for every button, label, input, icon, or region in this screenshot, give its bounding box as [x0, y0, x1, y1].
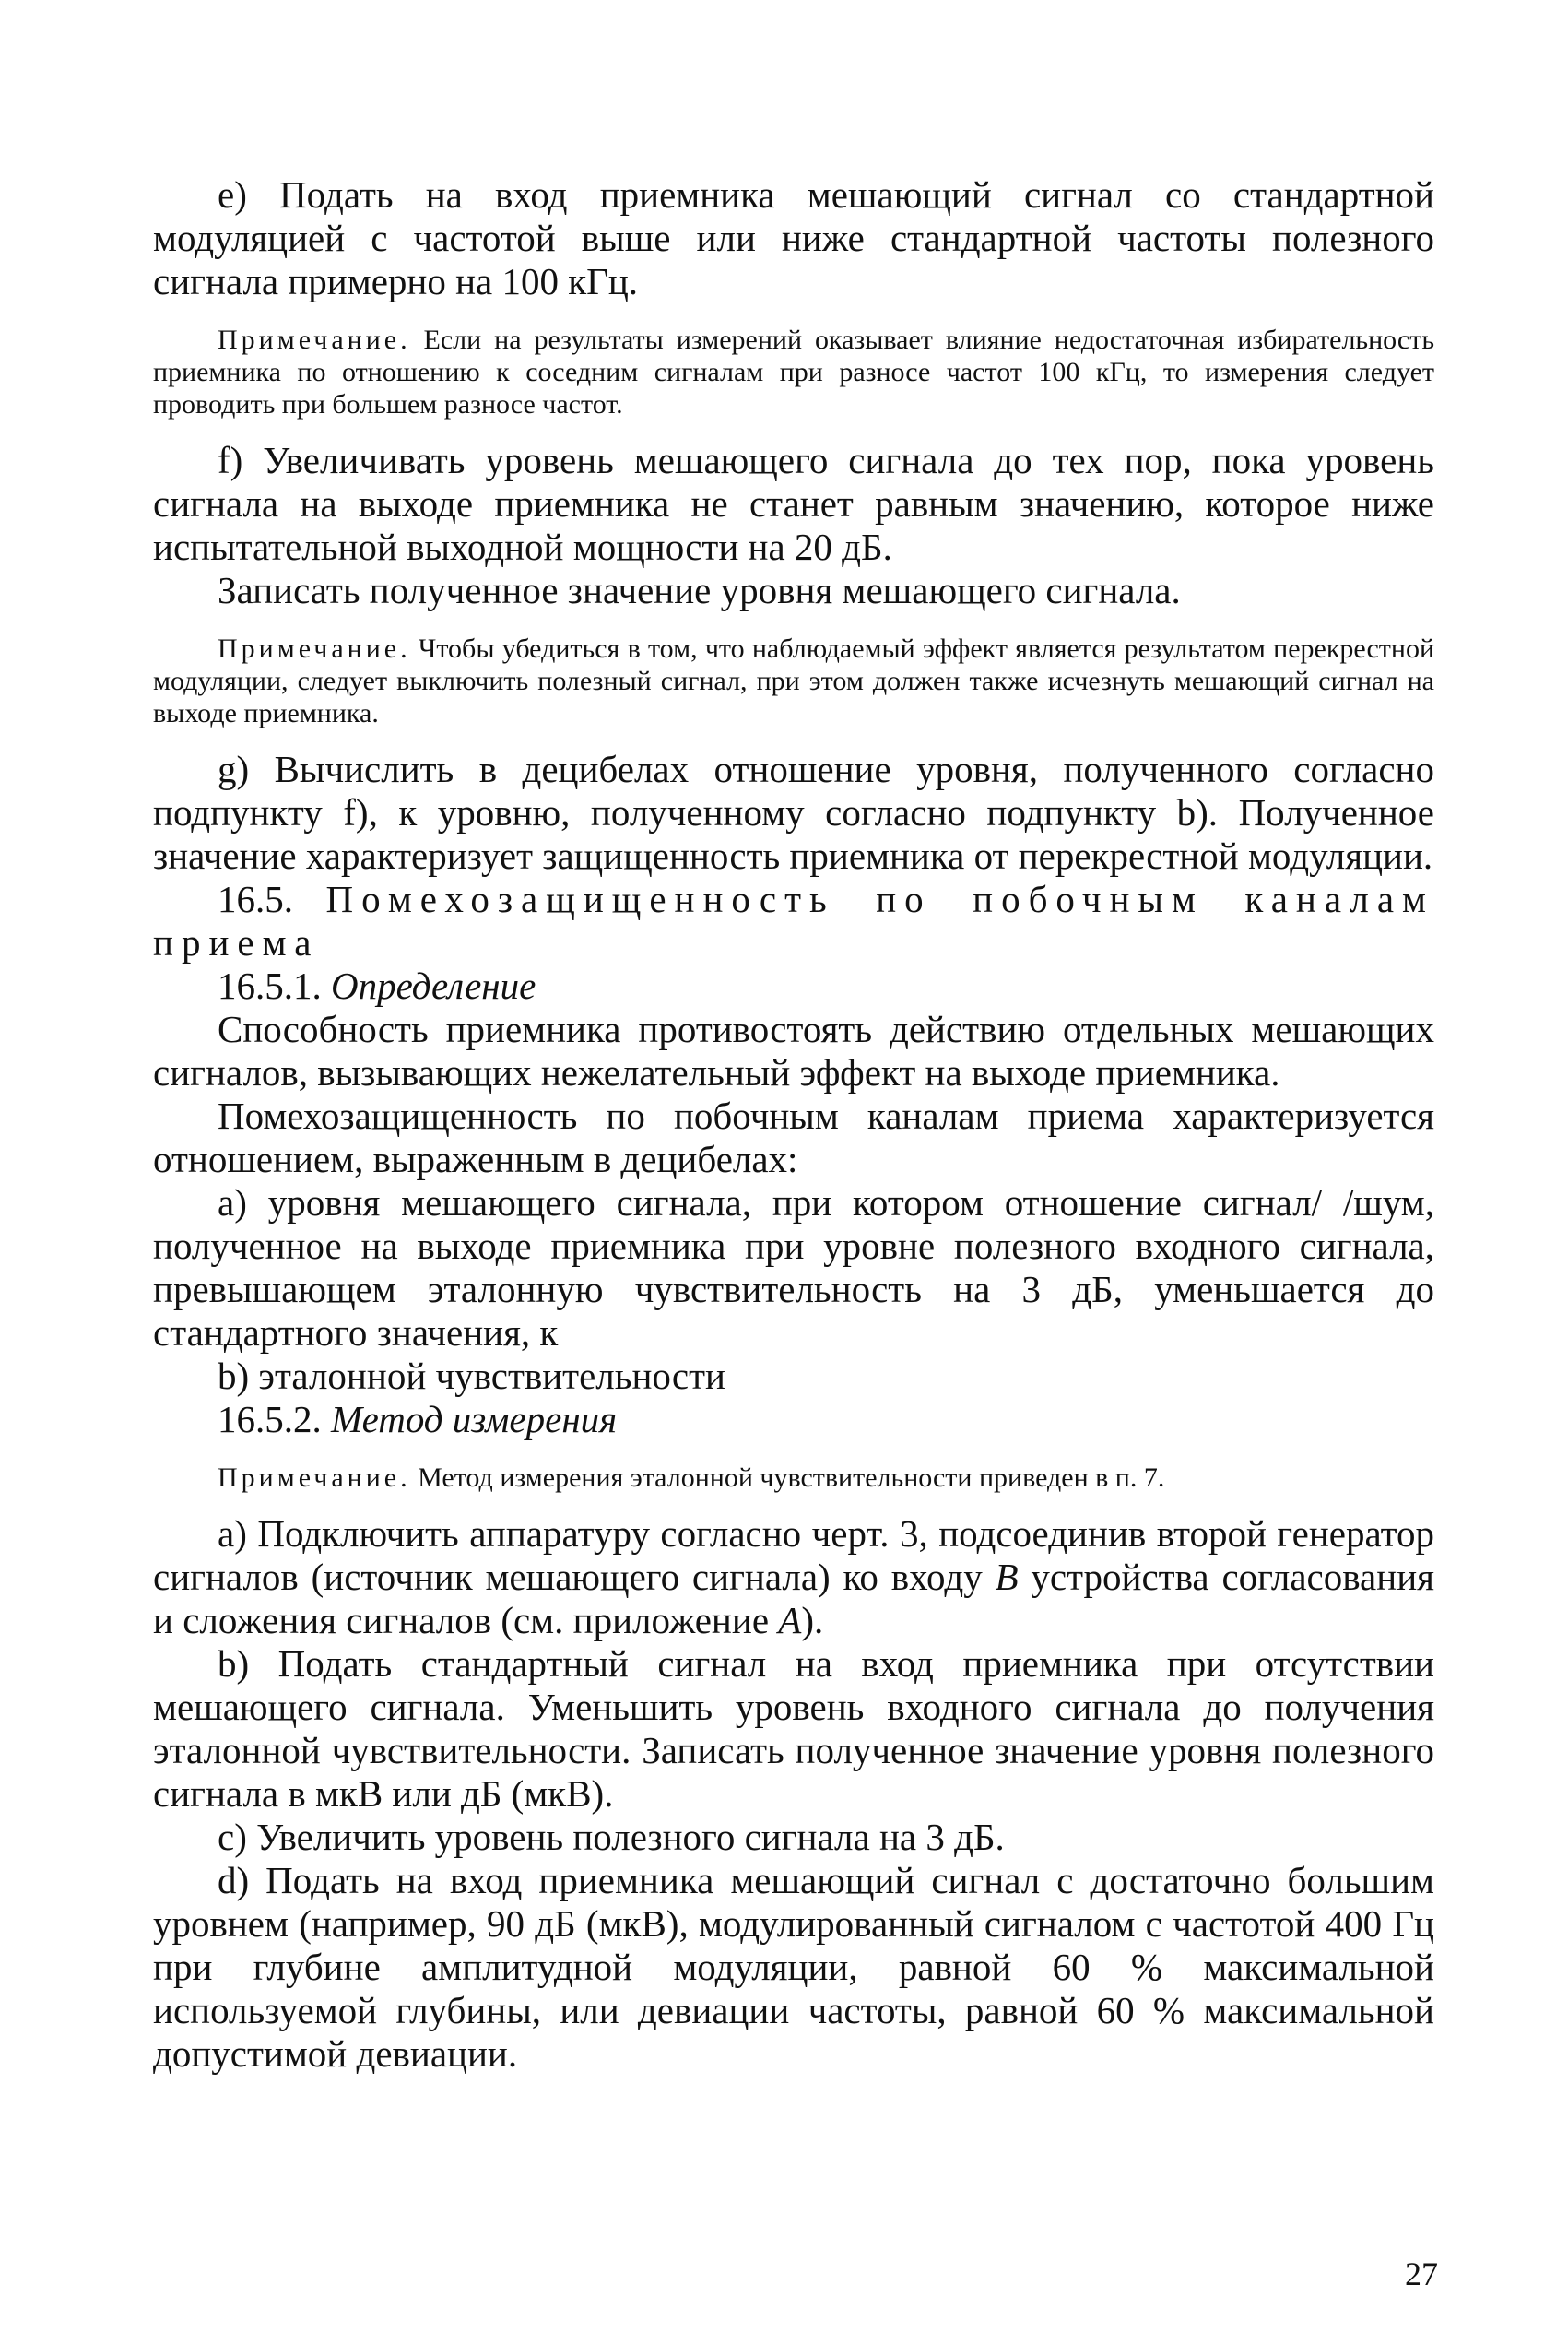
note-text: Чтобы убедиться в том, что наблюдаемый эффект является результатом перекрестной модуляции, следует выключить полезный сигнал, при этом должен также исчезнуть мешающий сигнал на выходе приемника. [153, 633, 1434, 728]
section-number: 16.5. [218, 878, 326, 920]
section-title: Метод измерения [331, 1398, 618, 1440]
note-label: Примечание. [218, 325, 411, 355]
note-label: Примечание. [218, 1462, 411, 1493]
paragraph-def-b: b) эталонной чувствительности [218, 1355, 725, 1397]
paragraph-method-c: c) Увеличить уровень полезного сигнала на 3 дБ. [218, 1816, 1005, 1858]
paragraph-method-a [153, 1512, 1434, 1642]
paragraph-method-b: b) Подать стандартный сигнал на вход приемника при отсутствии мешающего сигнала. Уменьшить уровень входного сигнала до получения эталонной чувствительности. Записать полученное значение уровня полезного сигнала в мкВ или дБ (мкВ). [153, 1642, 1434, 1815]
note-3 [153, 1462, 1434, 1494]
paragraph-definition: Способность приемника противостоять действию отдельных мешающих сигналов, вызывающих нежелательный эффект на выходе приемника. [153, 1008, 1434, 1094]
note-2 [153, 633, 1434, 729]
section-number: 16.5.1. [218, 965, 331, 1007]
text-segment: устройства согласования и сложения сигналов (см. приложение [153, 1556, 1434, 1641]
section-heading-16-5 [153, 878, 1434, 965]
note-text: Если на результаты измерений оказывает влияние недостаточная избирательность приемника по отношению к соседним сигналам при разносе частот 100 кГц, то измерения следует проводить при большем разносе частот. [153, 325, 1434, 420]
paragraph-record: Записать полученное значение уровня мешающего сигнала. [218, 569, 1181, 611]
paragraph-item-e: e) Подать на вход приемника мешающий сигнал со стандартной модуляцией с частотой выше или ниже стандартной частоты полезного сигнала примерно на 100 кГц. [153, 173, 1434, 302]
section-number: 16.5.2. [218, 1398, 331, 1440]
text-column [153, 173, 1434, 2076]
section-heading-16-5-2 [153, 1398, 1434, 1441]
text-segment-italic: A [778, 1599, 802, 1641]
paragraph-def-a: a) уровня мешающего сигнала, при котором отношение сигнал/ /шум, полученное на выходе приемника при уровне полезного входного сигнала, превышающем эталонную чувствительность на 3 дБ, уменьшается до стандартного значения, к [153, 1181, 1434, 1354]
section-title: Помехозащищенность по побочным каналам приема [153, 878, 1434, 964]
note-text: Метод измерения эталонной чувствительности приведен в п. 7. [410, 1462, 1165, 1493]
paragraph-characterization: Помехозащищенность по побочным каналам приема характеризуется отношением, выраженным в децибелах: [153, 1095, 1434, 1180]
paragraph-item-f: f) Увеличивать уровень мешающего сигнала до тех пор, пока уровень сигнала на выходе приемника не станет равным значению, которое ниже испытательной выходной мощности на 20 дБ. [153, 439, 1434, 568]
paragraph-item-g: g) Вычислить в децибелах отношение уровня, полученного согласно подпункту f), к уровню, полученному согласно подпункту b). Полученное значение характеризует защищенность приемника от перекрестной модуляции. [153, 748, 1434, 877]
text-segment: ). [801, 1599, 824, 1641]
note-label: Примечание. [218, 633, 411, 664]
section-title: Определение [331, 965, 536, 1007]
text-segment-italic: B [995, 1556, 1019, 1598]
paragraph-method-d: d) Подать на вход приемника мешающий сигнал с достаточно большим уровнем (например, 90 дБ (мкВ), модулированный сигналом с частотой 400 Гц при глубине амплитудной модуляции, равной 60 % максимальной используемой глубины, или девиации частоты, равной 60 % максимальной допустимой девиации. [153, 1859, 1434, 2075]
note-1 [153, 324, 1434, 420]
section-heading-16-5-1 [153, 965, 1434, 1008]
text-segment: a) Подключить аппаратуру согласно черт. 3, подсоединив второй генератор сигналов (источник мешающего сигнала) ко входу [153, 1512, 1434, 1598]
page-number: 27 [1405, 2255, 1438, 2292]
